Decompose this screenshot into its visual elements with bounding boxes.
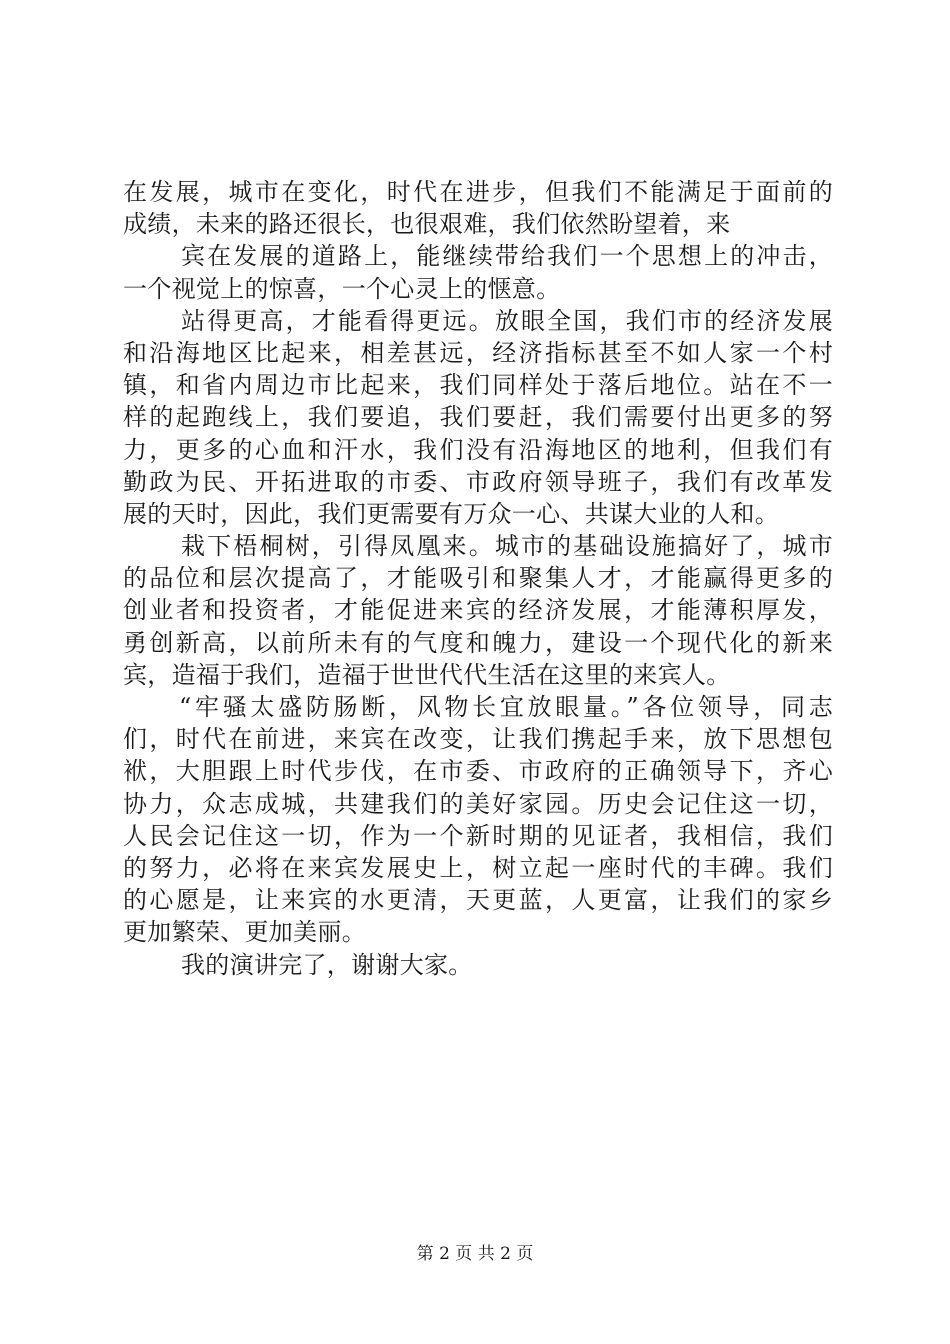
text-line: 和沿海地区比起来，相差甚远，经济指标甚至不如人家一个村 — [123, 338, 833, 367]
page-footer: 第 2 页 共 2 页 — [416, 1244, 534, 1264]
text-line: 展的天时，因此，我们更需要有万众一心、共谋大业的人和。 — [123, 499, 780, 528]
text-line: 镇，和省内周边市比起来，我们同样处于落后地位。站在不一 — [123, 371, 833, 400]
text-line: 更加繁荣、更加美丽。 — [123, 918, 366, 947]
text-line: 协力，众志成城，共建我们的美好家园。历史会记住这一切， — [123, 789, 833, 818]
text-line: 勤政为民、开拓进取的市委、市政府领导班子，我们有改革发 — [123, 467, 833, 496]
text-line: 样的起跑线上，我们要追，我们要赶，我们需要付出更多的努 — [123, 403, 833, 432]
text-line: 勇创新高，以前所未有的气度和魄力，建设一个现代化的新来 — [123, 628, 833, 657]
text-line: 一个视觉上的惊喜，一个心灵上的惬意。 — [123, 274, 561, 303]
text-line: 袱，大胆跟上时代步伐，在市委、市政府的正确领导下，齐心 — [123, 757, 833, 786]
speech-body — [123, 176, 833, 981]
text-line: 宾，造福于我们，造福于世世代代生活在这里的来宾人。 — [123, 660, 731, 689]
text-line: 成绩，未来的路还很长，也很艰难，我们依然盼望着，来 — [123, 210, 731, 239]
text-line: 人民会记住这一切，作为一个新时期的见证者，我相信，我们 — [123, 821, 833, 850]
text-line: “牢骚太盛防肠断，风物长宜放眼量。”各位领导，同志 — [179, 693, 833, 721]
text-line: 在发展，城市在变化，时代在进步，但我们不能满足于面前的 — [123, 178, 833, 206]
text-line: 力，更多的心血和汗水，我们没有沿海地区的地利，但我们有 — [123, 435, 833, 464]
text-line: 创业者和投资者，才能促进来宾的经济发展，才能薄积厚发， — [123, 596, 833, 625]
text-line: 宾在发展的道路上，能继续带给我们一个思想上的冲击， — [181, 242, 833, 271]
text-line: 栽下梧桐树，引得凤凰来。城市的基础设施搞好了，城市 — [181, 532, 833, 561]
text-line: 的努力，必将在来宾发展史上，树立起一座时代的丰碑。我们 — [123, 853, 833, 882]
text-line: 的品位和层次提高了，才能吸引和聚集人才，才能赢得更多的 — [123, 564, 833, 593]
text-line: 们，时代在前进，来宾在改变，让我们携起手来，放下思想包 — [123, 725, 833, 754]
text-line: 我的演讲完了，谢谢大家。 — [181, 950, 473, 979]
text-line: 站得更高，才能看得更远。放眼全国，我们市的经济发展 — [181, 306, 833, 335]
text-line: 的心愿是，让来宾的水更清，天更蓝，人更富，让我们的家乡 — [123, 886, 833, 915]
